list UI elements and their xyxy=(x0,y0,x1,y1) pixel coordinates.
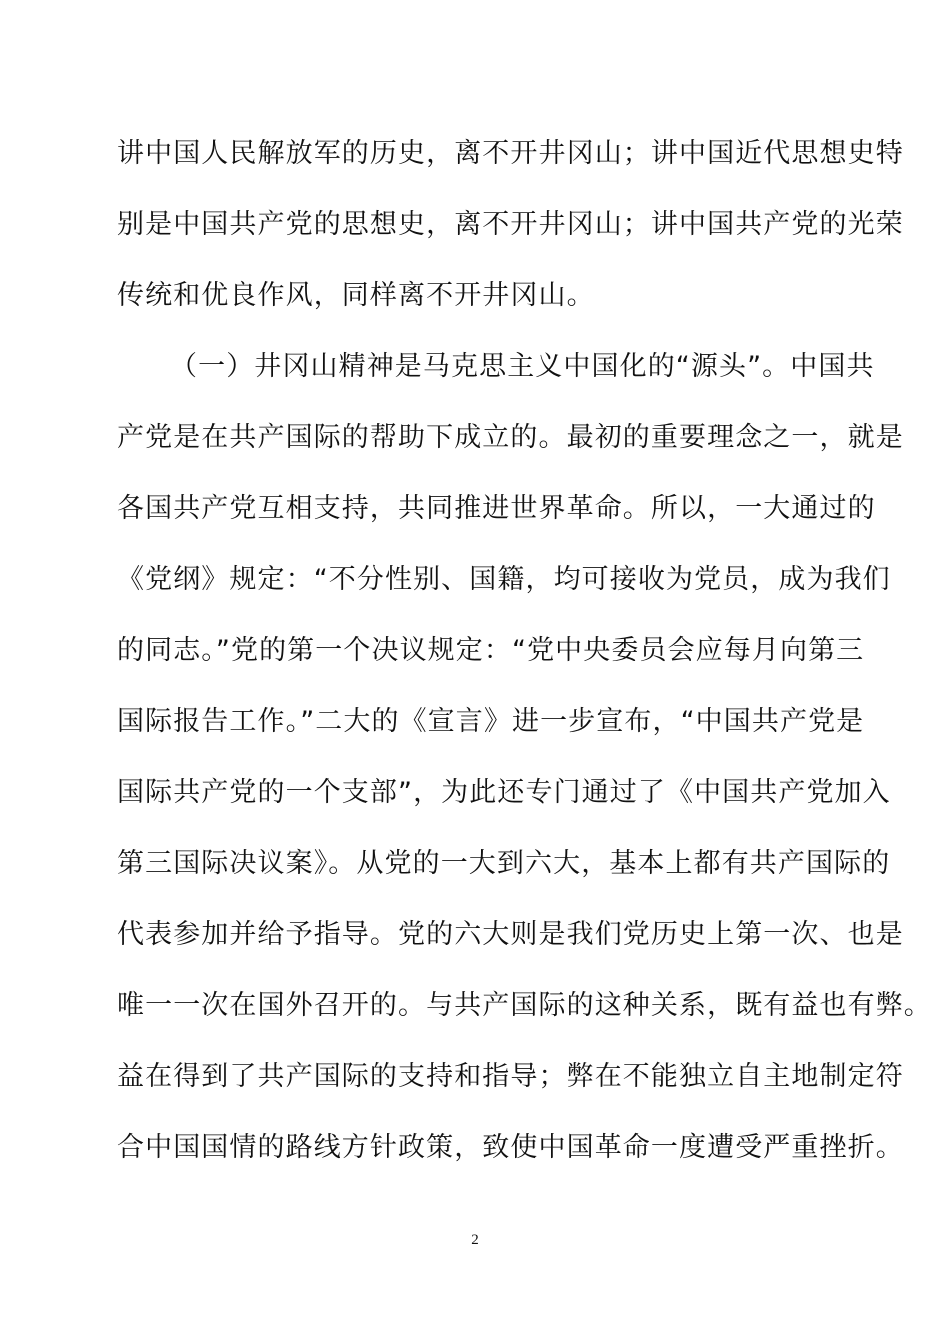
page-number: 2 xyxy=(471,1232,479,1248)
section-heading-line: （一）井冈山精神是马克思主义中国化的“源头”。中国共 xyxy=(170,351,875,382)
text-line: 合中国国情的路线方针政策，致使中国革命一度遭受严重挫折。 xyxy=(117,1132,904,1163)
text-line: 产党是在共产国际的帮助下成立的。最初的重要理念之一，就是 xyxy=(117,422,904,453)
text-line: 《党纲》规定：“不分性别、国籍，均可接收为党员，成为我们 xyxy=(117,564,891,595)
text-line: 唯一一次在国外召开的。与共产国际的这种关系，既有益也有弊。 xyxy=(117,990,932,1021)
text-line: 的同志。”党的第一个决议规定：“党中央委员会应每月向第三 xyxy=(117,635,865,666)
text-line: 各国共产党互相支持，共同推进世界革命。所以，一大通过的 xyxy=(117,493,876,524)
text-line: 传统和优良作风，同样离不开井冈山。 xyxy=(117,280,595,311)
text-line: 国际报告工作。”二大的《宣言》进一步宣布，“中国共产党是 xyxy=(117,706,865,737)
text-line: 讲中国人民解放军的历史，离不开井冈山；讲中国近代思想史特 xyxy=(117,138,904,169)
text-line: 第三国际决议案》。从党的一大到六大，基本上都有共产国际的 xyxy=(117,848,891,879)
text-line: 益在得到了共产国际的支持和指导；弊在不能独立自主地制定符 xyxy=(117,1061,904,1092)
text-line: 代表参加并给予指导。党的六大则是我们党历史上第一次、也是 xyxy=(117,919,904,950)
text-line: 别是中国共产党的思想史，离不开井冈山；讲中国共产党的光荣 xyxy=(117,209,904,240)
text-line: 国际共产党的一个支部”，为此还专门通过了《中国共产党加入 xyxy=(117,777,891,808)
